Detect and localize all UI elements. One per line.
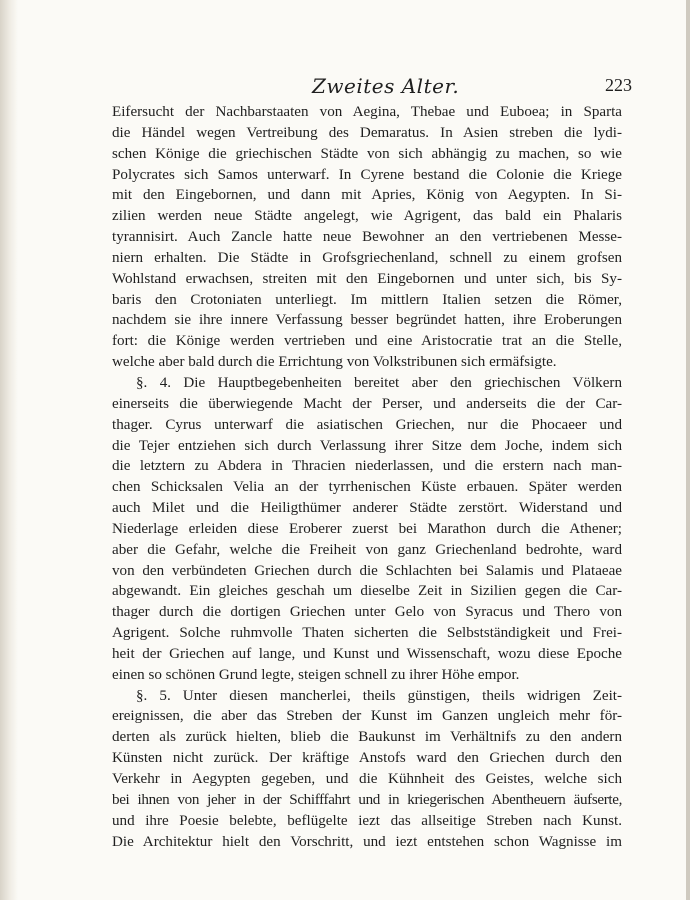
text-line: bei ihnen von jeher in der Schifffahrt und in kriegerischen Abentheuern äufserte,: [112, 791, 622, 808]
text-line: Polycrates sich Samos unterwarf. In Cyrene bestand die Colonie die Kriege: [112, 166, 622, 183]
page-gutter-shadow: [0, 0, 18, 900]
text-line: die Tejer entziehen sich durch Verlassung ihrer Sitze dem Joche, indem sich: [112, 437, 622, 454]
text-line: fort: die Könige werden vertrieben und eine Aristocratie trat an die Stelle,: [112, 333, 622, 350]
text-line: von den verbündeten Griechen durch die Schlachten bei Salamis und Plataeae: [112, 562, 622, 579]
text-line: Eifersucht der Nachbarstaaten von Aegina, Thebae und Euboea; in Sparta: [112, 104, 622, 120]
text-line: schen Könige die griechischen Städte von sich abhängig zu machen, so wie: [112, 145, 622, 162]
text-line: einen so schönen Grund legte, steigen schnell zu ihrer Höhe empor.: [112, 666, 520, 683]
text-line: §. 4. Die Hauptbegebenheiten bereitet aber den griechischen Völkern: [136, 374, 622, 391]
text-line: niern erhalten. Die Städte in Grofsgriechenland, schnell zu einem grofsen: [112, 249, 622, 266]
text-line: aber die Gefahr, welche die Freiheit von ganz Griechenland bedrohte, ward: [112, 541, 622, 558]
running-header: [112, 74, 632, 98]
text-line: zilien werden neue Städte angelegt, wie Agrigent, das bald ein Phalaris: [112, 208, 622, 225]
text-line: die letztern zu Abdera in Thracien niederlassen, und die erstern nach man-: [112, 458, 622, 475]
text-line: welche aber bald durch die Errichtung von Volkstribunen sich ermäfsigte.: [112, 354, 557, 371]
text-line: derten als zurück hielten, blieb die Baukunst im Verhältnifs zu den andern: [112, 729, 622, 746]
text-line: chen Schicksalen Velia an der tyrrhenischen Küste erbauen. Später werden: [112, 479, 622, 496]
text-line: Die Architektur hielt den Vorschritt, und iezt entstehen schon Wagnisse im: [112, 833, 622, 850]
text-line: einerseits die überwiegende Macht der Perser, und anderseits die der Car-: [112, 395, 622, 412]
text-line: und ihre Poesie belebte, beflügelte iezt das allseitige Streben nach Kunst.: [112, 812, 622, 829]
text-line: thager durch die dortigen Griechen unter Gelo von Syracus und Thero von: [112, 604, 622, 621]
text-line: Niederlage erleiden diese Eroberer zuerst bei Marathon durch die Athener;: [112, 520, 622, 537]
text-line: die Händel wegen Vertreibung des Demaratus. In Asien streben die lydi-: [112, 124, 622, 141]
text-line: Künsten nicht zurück. Der kräftige Anstofs ward den Griechen durch den: [112, 750, 622, 767]
text-line: heit der Griechen auf lange, und Kunst und Wissenschaft, wozu diese Epoche: [112, 645, 622, 662]
paragraph-2: [112, 373, 622, 686]
running-title: Zweites Alter.: [312, 74, 460, 98]
text-line: Agrigent. Solche ruhmvolle Thaten sicherten die Selbstständigkeit und Frei-: [112, 625, 622, 642]
text-line: thager. Cyrus unterwarf die asiatischen Griechen, nur die Phocaeer und: [112, 416, 622, 433]
text-line: nachdem sie ihre innere Verfassung besser begründet hatten, ihre Eroberungen: [112, 312, 622, 329]
text-line: baris den Crotoniaten unterliegt. Im mittlern Italien setzen die Römer,: [112, 291, 622, 308]
text-line: abgewandt. Ein gleiches geschah um dieselbe Zeit in Sizilien gegen die Car-: [112, 583, 622, 600]
text-line: tyrannisirt. Auch Zancle hatte neue Bewohner an den vertriebenen Messe-: [112, 229, 622, 246]
page-number: 223: [605, 75, 632, 95]
text-line: ereignissen, die aber das Streben der Kunst im Ganzen ungleich mehr för-: [112, 708, 622, 725]
text-line: mit den Eingebornen, und dann mit Apries, König von Aegypten. In Si-: [112, 187, 622, 204]
text-line: §. 5. Unter diesen mancherlei, theils günstigen, theils widrigen Zeit-: [136, 687, 622, 704]
paragraph-3: [112, 686, 622, 853]
text-line: Verkehr in Aegypten gegeben, und die Kühnheit des Geistes, welche sich: [112, 771, 622, 787]
text-line: Wohlstand erwachsen, streiten mit den Eingebornen und unter sich, bis Sy-: [112, 270, 622, 287]
body-text: [112, 102, 622, 852]
paragraph-1: [112, 102, 622, 373]
page-edge: [686, 0, 690, 900]
text-line: auch Milet und die Heiligthümer anderer Städte zerstört. Widerstand und: [112, 500, 622, 517]
